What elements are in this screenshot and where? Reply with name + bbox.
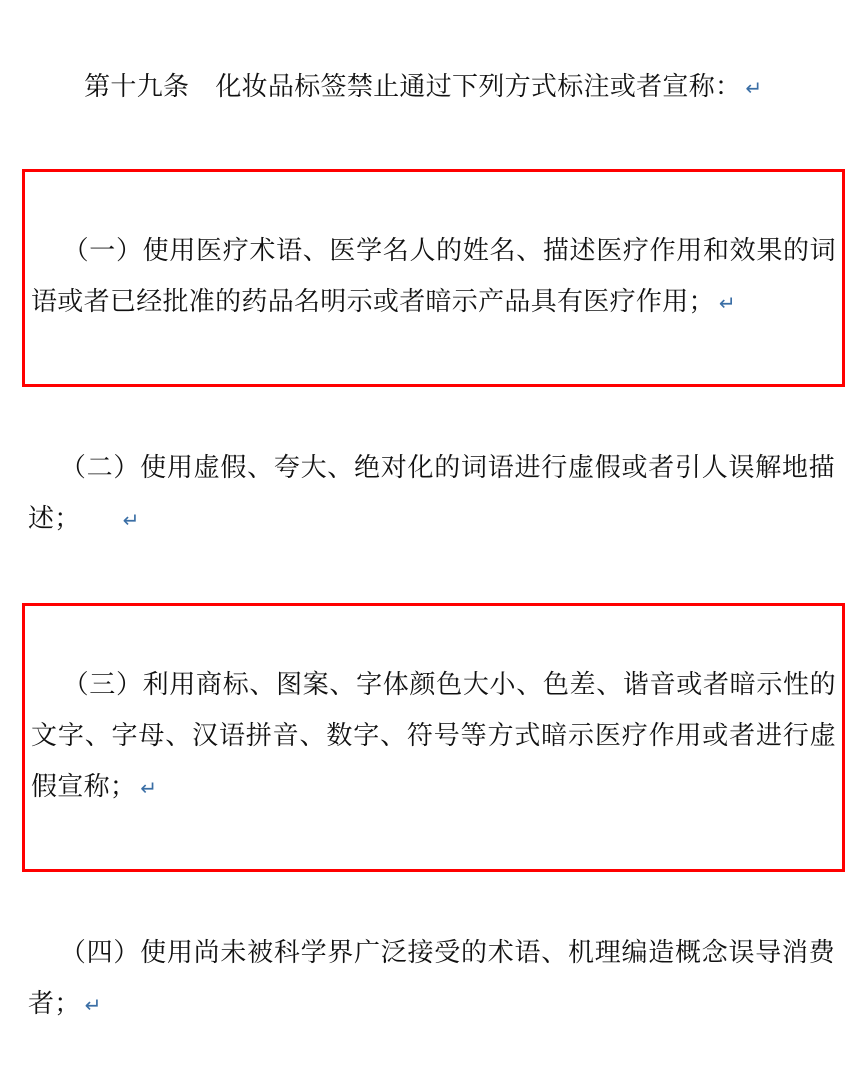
list-item-number: （三） — [62, 669, 143, 699]
paragraph-mark-icon: ↵ — [745, 76, 763, 100]
paragraph-mark-icon: ↵ — [140, 776, 158, 800]
article-number: 第十九条 — [84, 71, 190, 101]
list-item — [22, 874, 845, 1086]
list-item-number: （四） — [59, 937, 141, 967]
list-item-number: （二） — [59, 452, 141, 482]
paragraph-mark-icon: ↵ — [718, 291, 736, 315]
paragraph-mark-icon: ↵ — [84, 993, 102, 1017]
list-item-text: 使用尚未被科学界广泛接受的术语、机理编造概念误导消费者； — [28, 937, 835, 1018]
article-title-text: 化妆品标签禁止通过下列方式标注或者宣称： — [215, 71, 742, 101]
list-item — [22, 389, 845, 601]
list-item-text: 使用医疗术语、医学名人的姓名、描述医疗作用和效果的词语或者已经批准的药品名明示或者暗示产品具有医疗作用； — [31, 235, 836, 316]
list-item-text: 使用虚假、夸大、绝对化的词语进行虚假或者引人误解地描述； — [28, 452, 835, 533]
list-item-number: （一） — [62, 235, 143, 265]
list-item — [22, 169, 845, 387]
article-heading — [22, 10, 845, 165]
paragraph-mark-icon: ↵ — [122, 508, 140, 532]
list-item-text: 利用商标、图案、字体颜色大小、色差、谐音或者暗示性的文字、字母、汉语拼音、数字、符号等方式暗示医疗作用或者进行虚假宣称； — [31, 669, 836, 801]
list-item — [22, 603, 845, 872]
